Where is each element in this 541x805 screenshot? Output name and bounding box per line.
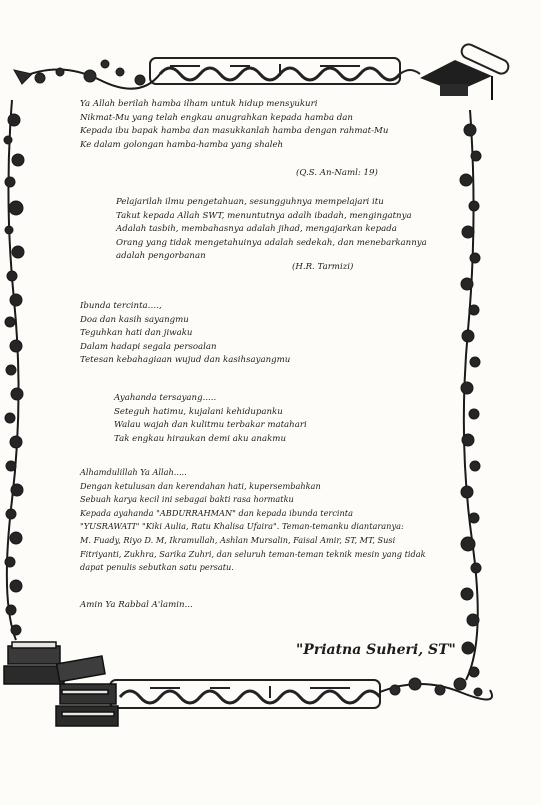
- bottom-right-vine-icon: [380, 678, 492, 700]
- dedication-line: Kepada ayahanda "ABDURRAHMAN" dan kepada ibunda tercinta: [80, 507, 353, 518]
- quote-line: Pelajarilah ilmu pengetahuan, sesungguhnya mempelajari itu: [116, 197, 384, 207]
- dedication-line: dapat penulis sebutkan satu persatu.: [80, 562, 234, 573]
- knowledge-reference: (H.R. Tarmizi): [292, 262, 354, 272]
- quote-line: adalah pengorbanan: [116, 251, 206, 262]
- top-left-vine-icon: [14, 60, 160, 89]
- poem-line: Doa dan kasih sayangmu: [80, 314, 189, 325]
- book-stack-icon: [4, 642, 118, 726]
- poem-line: Seteguh hatimu, kujalani kehidupanku: [114, 406, 283, 417]
- dedication-text: [80, 466, 426, 575]
- mother-poem: [80, 300, 290, 368]
- prayer-verse: [80, 98, 388, 152]
- verse-line: Ke dalam golongan hamba-hamba yang shaleh: [80, 139, 284, 150]
- bottom-calligraphy-banner-icon: [110, 680, 380, 708]
- verse-line: Nikmat-Mu yang telah engkau anugrahkan kepada hamba dan: [80, 112, 353, 123]
- father-poem: [114, 392, 307, 446]
- poem-line: Teguhkan hati dan jiwaku: [80, 328, 193, 339]
- dedication-line: Fitriyanti, Zukhra, Sarika Zuhri, dan seluruh teman-teman teknik mesin yang tidak: [80, 548, 426, 559]
- dedication-line: Sebuah karya kecil ini sebagai bakti rasa hormatku: [80, 494, 294, 505]
- verse-line: Kepada ibu bapak hamba dan masukkanlah hamba dengan rahmat-Mu: [80, 126, 389, 137]
- poem-line: Ayahanda tersayang.....: [114, 393, 217, 403]
- poem-line: Dalam hadapi segala persoalan: [80, 341, 217, 352]
- quote-line: Takut kepada Allah SWT, menuntutnya adalh ibadah, mengingatnya: [116, 210, 412, 221]
- poem-line: Tetesan kebahagiaan wujud dan kasihsayangmu: [80, 355, 291, 366]
- poem-line: Walau wajah dan kulitmu terbakar matahari: [114, 420, 307, 431]
- dedication-line: "YUSRAWATI" "Kiki Aulia, Ratu Khalisa Ufaira". Teman-temanku diantaranya:: [80, 521, 404, 532]
- quote-line: Adalah tasbih, membahasnya adalah jihad, mengajarkan kepada: [116, 224, 397, 235]
- graduation-cap-icon: [400, 42, 511, 100]
- poem-line: Ibunda tercinta….,: [80, 301, 162, 311]
- dedication-line: M. Fuady, Riyo D. M, Ikramullah, Ashlan Mursalin, Faisal Amir, ST, MT, Susi: [80, 534, 396, 545]
- quote-line: Orang yang tidak mengetahuinya adalah sedekah, dan menebarkannya: [116, 237, 427, 248]
- left-vine-border-icon: [4, 100, 24, 640]
- closing-amin: Amin Ya Rabbal A'lamin...: [80, 600, 193, 610]
- knowledge-quote: [116, 196, 427, 264]
- verse-line: Ya Allah berilah hamba ilham untuk hidup mensyukuri: [80, 99, 318, 109]
- signature: "Priatna Suheri, ST": [296, 642, 456, 658]
- dedication-line: Dengan ketulusan dan kerendahan hati, kupersembahkan: [80, 480, 321, 491]
- top-calligraphy-banner-icon: [150, 58, 400, 84]
- prayer-reference: (Q.S. An-Naml: 19): [296, 168, 378, 178]
- poem-line: Tak engkau hiraukan demi aku anakmu: [114, 433, 286, 444]
- dedication-line: Alhamdulillah Ya Allah.....: [80, 467, 187, 477]
- right-vine-border-icon: [460, 110, 481, 680]
